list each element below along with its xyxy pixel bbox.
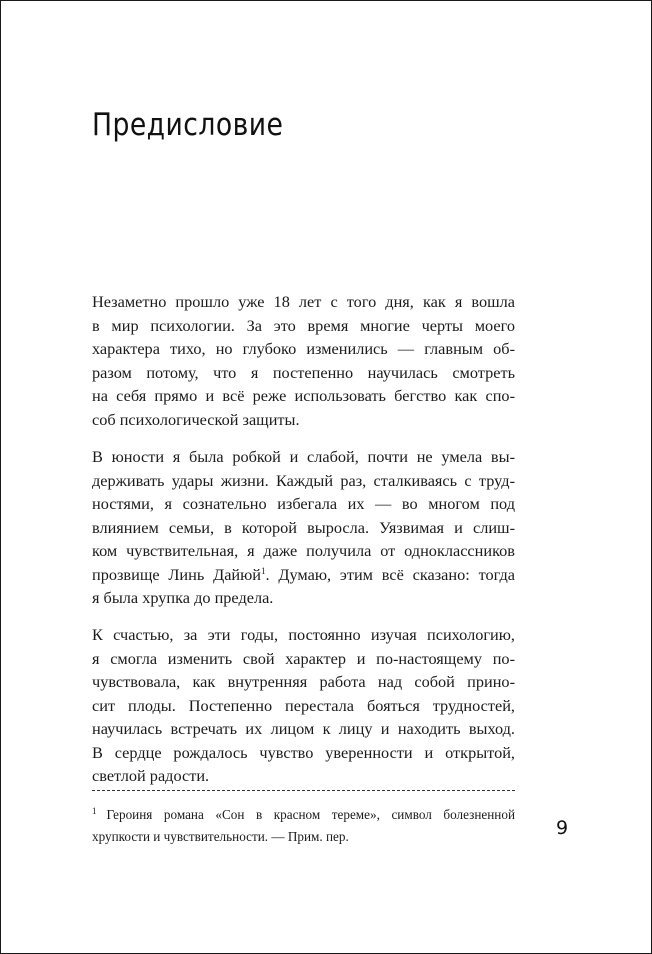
footnote-line: хрупкости и чувствительности. — Прим. пер.: [92, 829, 349, 844]
text-segment: . Думаю, этим всё сказано: тогда: [265, 564, 516, 584]
footnote-reference[interactable]: 1: [261, 565, 266, 576]
footnote-divider: [92, 790, 515, 791]
footnote-line: [92, 804, 515, 826]
text-line: влиянием семьи, в которой выросла. Уязвимая и слиш-: [92, 517, 515, 537]
text-line: держивать удары жизни. Каждый раз, сталкиваясь с труд-: [92, 470, 515, 490]
text-line: научилась встречать их лицом к лицу и находить выход.: [92, 719, 515, 738]
text-line: ностями, я сознательно избегала их — во многом под: [92, 494, 515, 513]
text-line: чувствовала, как внутренняя работа над собой прино-: [92, 672, 515, 691]
paragraph-2: [92, 445, 515, 610]
text-line: Незаметно прошло уже 18 лет с того дня, как я вошла: [92, 292, 515, 311]
text-line: в мир психологии. За это время многие черты моего: [92, 315, 515, 335]
footnote-text: Героиня романа «Сон в красном тереме», символ болезненной: [106, 807, 515, 822]
text-line: я была хрупка до предела.: [92, 588, 274, 607]
text-line: В сердце рождалось чувство уверенности и открытой,: [92, 742, 515, 762]
text-line: сит плоды. Постепенно перестала бояться трудностей,: [92, 695, 515, 715]
text-line: характера тихо, но глубоко изменились — главным об-: [92, 339, 515, 358]
page-number: 9: [556, 817, 569, 839]
paragraph-3: [92, 623, 515, 788]
chapter-heading: Предисловие: [92, 107, 284, 143]
text-line: светлой радости.: [92, 766, 210, 785]
text-line: К счастью, за эти годы, постоянно изучая психологию,: [92, 625, 515, 644]
text-line: В юности я была робкой и слабой, почти не умела вы-: [92, 447, 515, 466]
text-line: соб психологической защиты.: [92, 409, 300, 429]
paragraph-1: [92, 290, 515, 431]
text-line: ком чувствительная, я даже получила от одноклассников: [92, 541, 515, 560]
footnote-marker: 1: [92, 806, 97, 816]
footnote: [92, 804, 515, 848]
text-segment: прозвище Линь Дайюй: [92, 564, 262, 584]
text-line: я смогла изменить свой характер и по-настоящему по-: [92, 648, 515, 668]
text-line-with-footnote-ref: [92, 563, 515, 587]
text-line: на себя прямо и всё реже использовать бегство как спо-: [92, 386, 515, 405]
text-line: разом потому, что я постепенно научилась смотреть: [92, 362, 515, 382]
